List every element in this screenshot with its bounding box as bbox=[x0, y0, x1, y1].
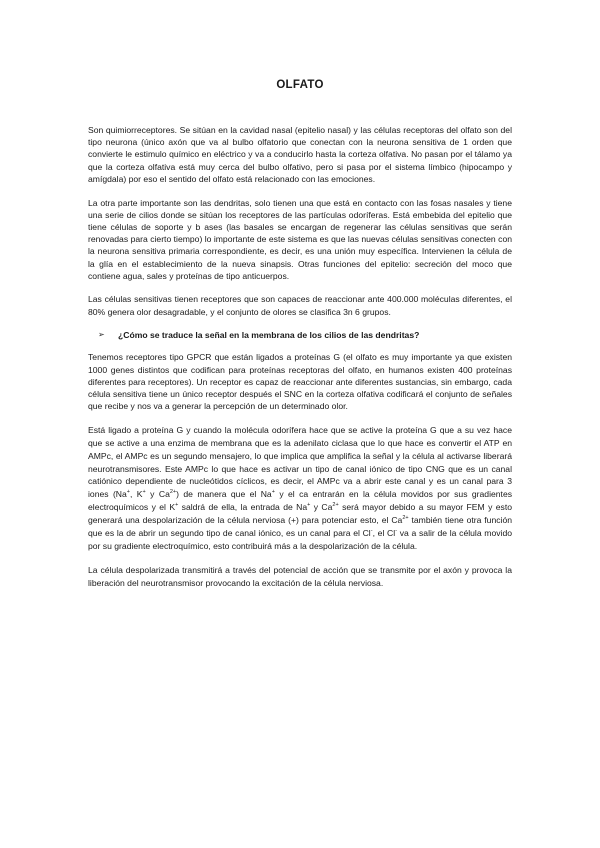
section-heading bbox=[88, 329, 512, 341]
document-title: OLFATO bbox=[276, 79, 324, 91]
superscript: - bbox=[370, 528, 373, 535]
superscript: + bbox=[142, 489, 146, 496]
text-fragment: y el ca entrarán en la célula movidos por sus gradientes electroquímicos y el K bbox=[88, 489, 513, 513]
text-fragment: ) de manera que el Na bbox=[176, 489, 272, 500]
paragraph-intro: Son quimiorreceptores. Se sitúan en la cavidad nasal (epitelio nasal) y las células receptoras del olfato son del tipo neurona (único axón que va al bulbo olfatorio que conectan con la neurona sensitiva de 1 orden que convierte le estimulo químico en eléctrico y va a conducirlo hasta la corteza olfativa. No pasan por el tálamo ya que la corteza olfativa está muy cerca del bulbo olfativo, pero si pasa por el sistema límbico (hipocampo y amígdala) por eso el sentido del olfato está relacionado con las emociones. bbox=[88, 125, 512, 184]
text-fragment: y Ca bbox=[310, 502, 333, 513]
paragraph-receptors: Las células sensitivas tienen receptores que son capaces de reaccionar ante 400.000 moléculas diferentes, el 80% genera olor desagradable, y el conjunto de olores se clasifica 3n 6 grupos. bbox=[88, 294, 512, 317]
section-heading-text: ¿Cómo se traduce la señal en la membrana de los cilios de las dendritas? bbox=[118, 330, 420, 341]
superscript: + bbox=[126, 489, 131, 496]
text-fragment: será mayor debido a su mayor FEM y esto generará una despolarización de la célula nerviosa (+) para potenciar esto, el Ca bbox=[88, 502, 513, 526]
text-fragment: saldrá de ella, la entrada de Na bbox=[178, 502, 308, 513]
superscript: + bbox=[175, 502, 179, 509]
text-fragment: y Ca bbox=[145, 489, 170, 500]
text-fragment: Está ligado a proteína G y cuando la molécula odorífera hace que se active la proteína G que a su vez hace que se active a una enzima de membrana que es la adenilato ciclasa que lo que hace es convertir el ATP en AMPc, el AMPc es un segundo mensajero, lo que implica que amplifica la señal y la célula al activarse liberará neurotransmisores. Este AMPc lo que hace es activar un tipo de canal iónico de tipo CNG que es un canal catiónico dependiente de nucleótidos cíclicos, es decir, el AMPc va a abrir este canal y es un canal para 3 iones (Na bbox=[88, 424, 512, 500]
text-fragment: , el Cl bbox=[372, 528, 396, 539]
paragraph-protein-g bbox=[88, 424, 512, 553]
superscript: - bbox=[395, 528, 398, 535]
superscript: 2+ bbox=[169, 489, 177, 496]
arrow-bullet-icon: ➢ bbox=[98, 330, 105, 340]
text-fragment: también tiene otra función que es la de abrir un segundo tipo de canal iónico, es un canal para el Cl bbox=[88, 515, 513, 539]
superscript: + bbox=[271, 489, 275, 496]
paragraph-conclusion: La célula despolarizada transmitirá a través del potencial de acción que se transmite por el axón y provoca la liberación del neurotransmisor provocando la excitación de la célula nerviosa. bbox=[88, 565, 512, 588]
superscript: 2+ bbox=[332, 502, 339, 509]
text-fragment: va a salir de la célula movido por su gradiente electroquímico, esto contribuirá más a la despolarización de la célula. bbox=[88, 528, 513, 552]
paragraph-gpcr: Tenemos receptores tipo GPCR que están ligados a proteínas G (el olfato es muy importante ya que existen 1000 genes distintos que codifican para proteínas receptoras del olfato, en humanos existen 400 proteínas diferentes para receptores). Un receptor es capaz de reaccionar ante diferentes sustancias, sin embargo, cada célula sensitiva tiene un único receptor después el SNC en la corteza olfativa codificará el conjunto de señales que recibe y nos va a generar la percepción de un determinado olor. bbox=[88, 352, 512, 412]
superscript: + bbox=[307, 502, 311, 509]
text-fragment: , K bbox=[130, 489, 143, 500]
document-body bbox=[88, 124, 512, 600]
superscript: 2+ bbox=[402, 515, 409, 522]
paragraph-dendrites: La otra parte importante son las dendritas, solo tienen una que está en contacto con las fosas nasales y tiene una serie de cilios donde se sitúan los receptores de las partículas odoríferas. Está embebida del epitelio que tiene células de soporte y b ases (las basales se encargan de regenerar las células sensitivas que serán renovadas para cierto tiempo) lo importante de este sistema es que las nuevas células sensitivas conecten con la neurona sensitiva primaria correspondiente, es decir, es una unión muy específica. Intervienen la célula de la glía en el establecimiento de la nueva sinapsis. Otras funciones del epitelio: secreción del moco que contiene agua, sales y proteínas de tipo anticuerpos. bbox=[88, 197, 512, 281]
